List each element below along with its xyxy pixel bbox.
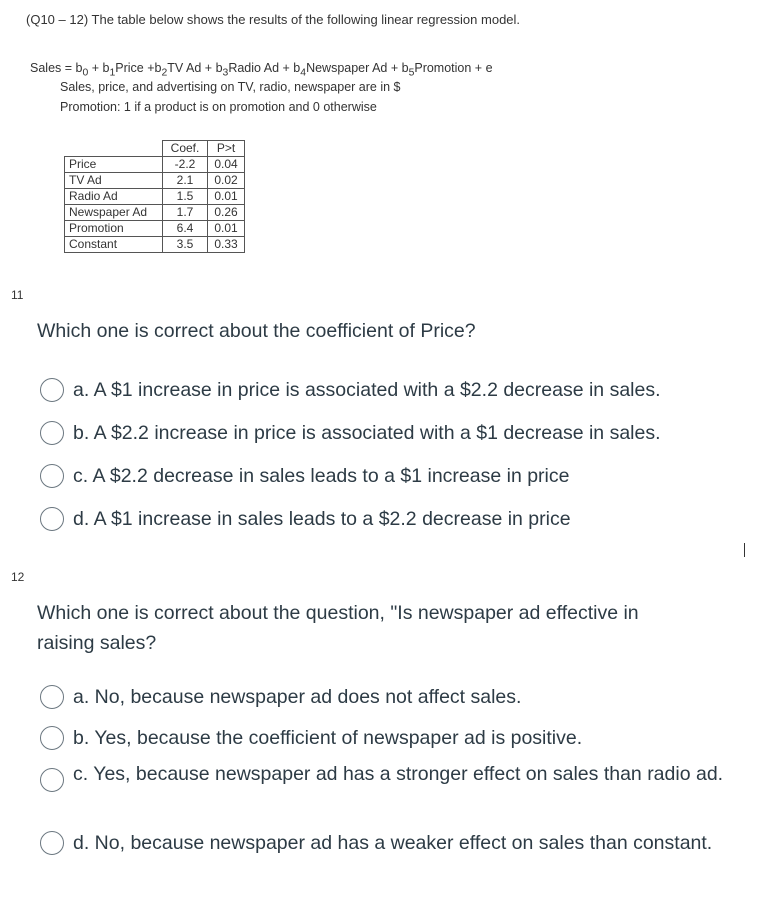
header-p: P>t [208,141,245,157]
answer-option[interactable] [40,762,733,792]
radio-button[interactable] [40,507,64,531]
header-coef: Coef. [163,141,208,157]
question-number: 12 [11,570,25,584]
table-row: Constant 3.5 0.33 [65,237,245,253]
option-label[interactable]: b. A $2.2 increase in price is associated with a $1 decrease in sales. [73,422,661,444]
regression-table [64,140,245,253]
intro-text: (Q10 – 12) The table below shows the results of the following linear regression model. [26,12,521,27]
radio-button[interactable] [40,768,64,792]
option-label[interactable]: a. A $1 increase in price is associated with a $2.2 decrease in sales. [73,379,661,401]
table-row: Promotion 6.4 0.01 [65,221,245,237]
answer-option[interactable] [40,421,661,447]
answer-option[interactable] [40,507,571,533]
answer-option[interactable] [40,831,712,857]
table-row: Newspaper Ad 1.7 0.26 [65,205,245,221]
regression-equation: Sales = $b_0$ + $b_1Price +b_2TV$ $Ad + b_3Radio$ $Ad + b_4Newspaper$ $Ad + b_5Promotion + e$ [30,61,493,79]
question-number: 11 [11,288,24,302]
answer-option[interactable] [40,685,521,711]
option-label[interactable]: b. Yes, because the coefficient of newspaper ad is positive. [73,727,583,749]
table-row: TV Ad 2.1 0.02 [65,173,245,189]
option-label[interactable]: d. No, because newspaper ad has a weaker effect on sales than constant. [73,832,713,854]
table-row: Radio Ad 1.5 0.01 [65,189,245,205]
radio-button[interactable] [40,685,64,709]
radio-button[interactable] [40,421,64,445]
radio-button[interactable] [40,831,64,855]
radio-button[interactable] [40,464,64,488]
text-cursor-icon [744,543,745,557]
radio-button[interactable] [40,726,64,750]
answer-option[interactable] [40,464,569,490]
question-text: Which one is correct about the question, "Is newspaper ad effective in raising sales? [37,602,639,654]
note-units: Sales, price, and advertising on TV, radio, newspaper are in $ [60,80,401,94]
option-label[interactable]: d. A $1 increase in sales leads to a $2.2 decrease in price [73,508,571,530]
answer-option[interactable] [40,726,582,752]
answer-option[interactable] [40,378,661,404]
option-label[interactable]: a. No, because newspaper ad does not affect sales. [73,686,522,708]
option-label[interactable]: c. A $2.2 decrease in sales leads to a $1 increase in price [73,465,570,487]
table-header-row [65,141,245,157]
option-label[interactable]: c. Yes, because newspaper ad has a stronger effect on sales than radio ad. [73,763,724,785]
radio-button[interactable] [40,378,64,402]
question-text: Which one is correct about the coefficient of Price? [37,320,476,342]
table-row: Price -2.2 0.04 [65,157,245,173]
note-promotion: Promotion: 1 if a product is on promotion and 0 otherwise [60,100,377,114]
